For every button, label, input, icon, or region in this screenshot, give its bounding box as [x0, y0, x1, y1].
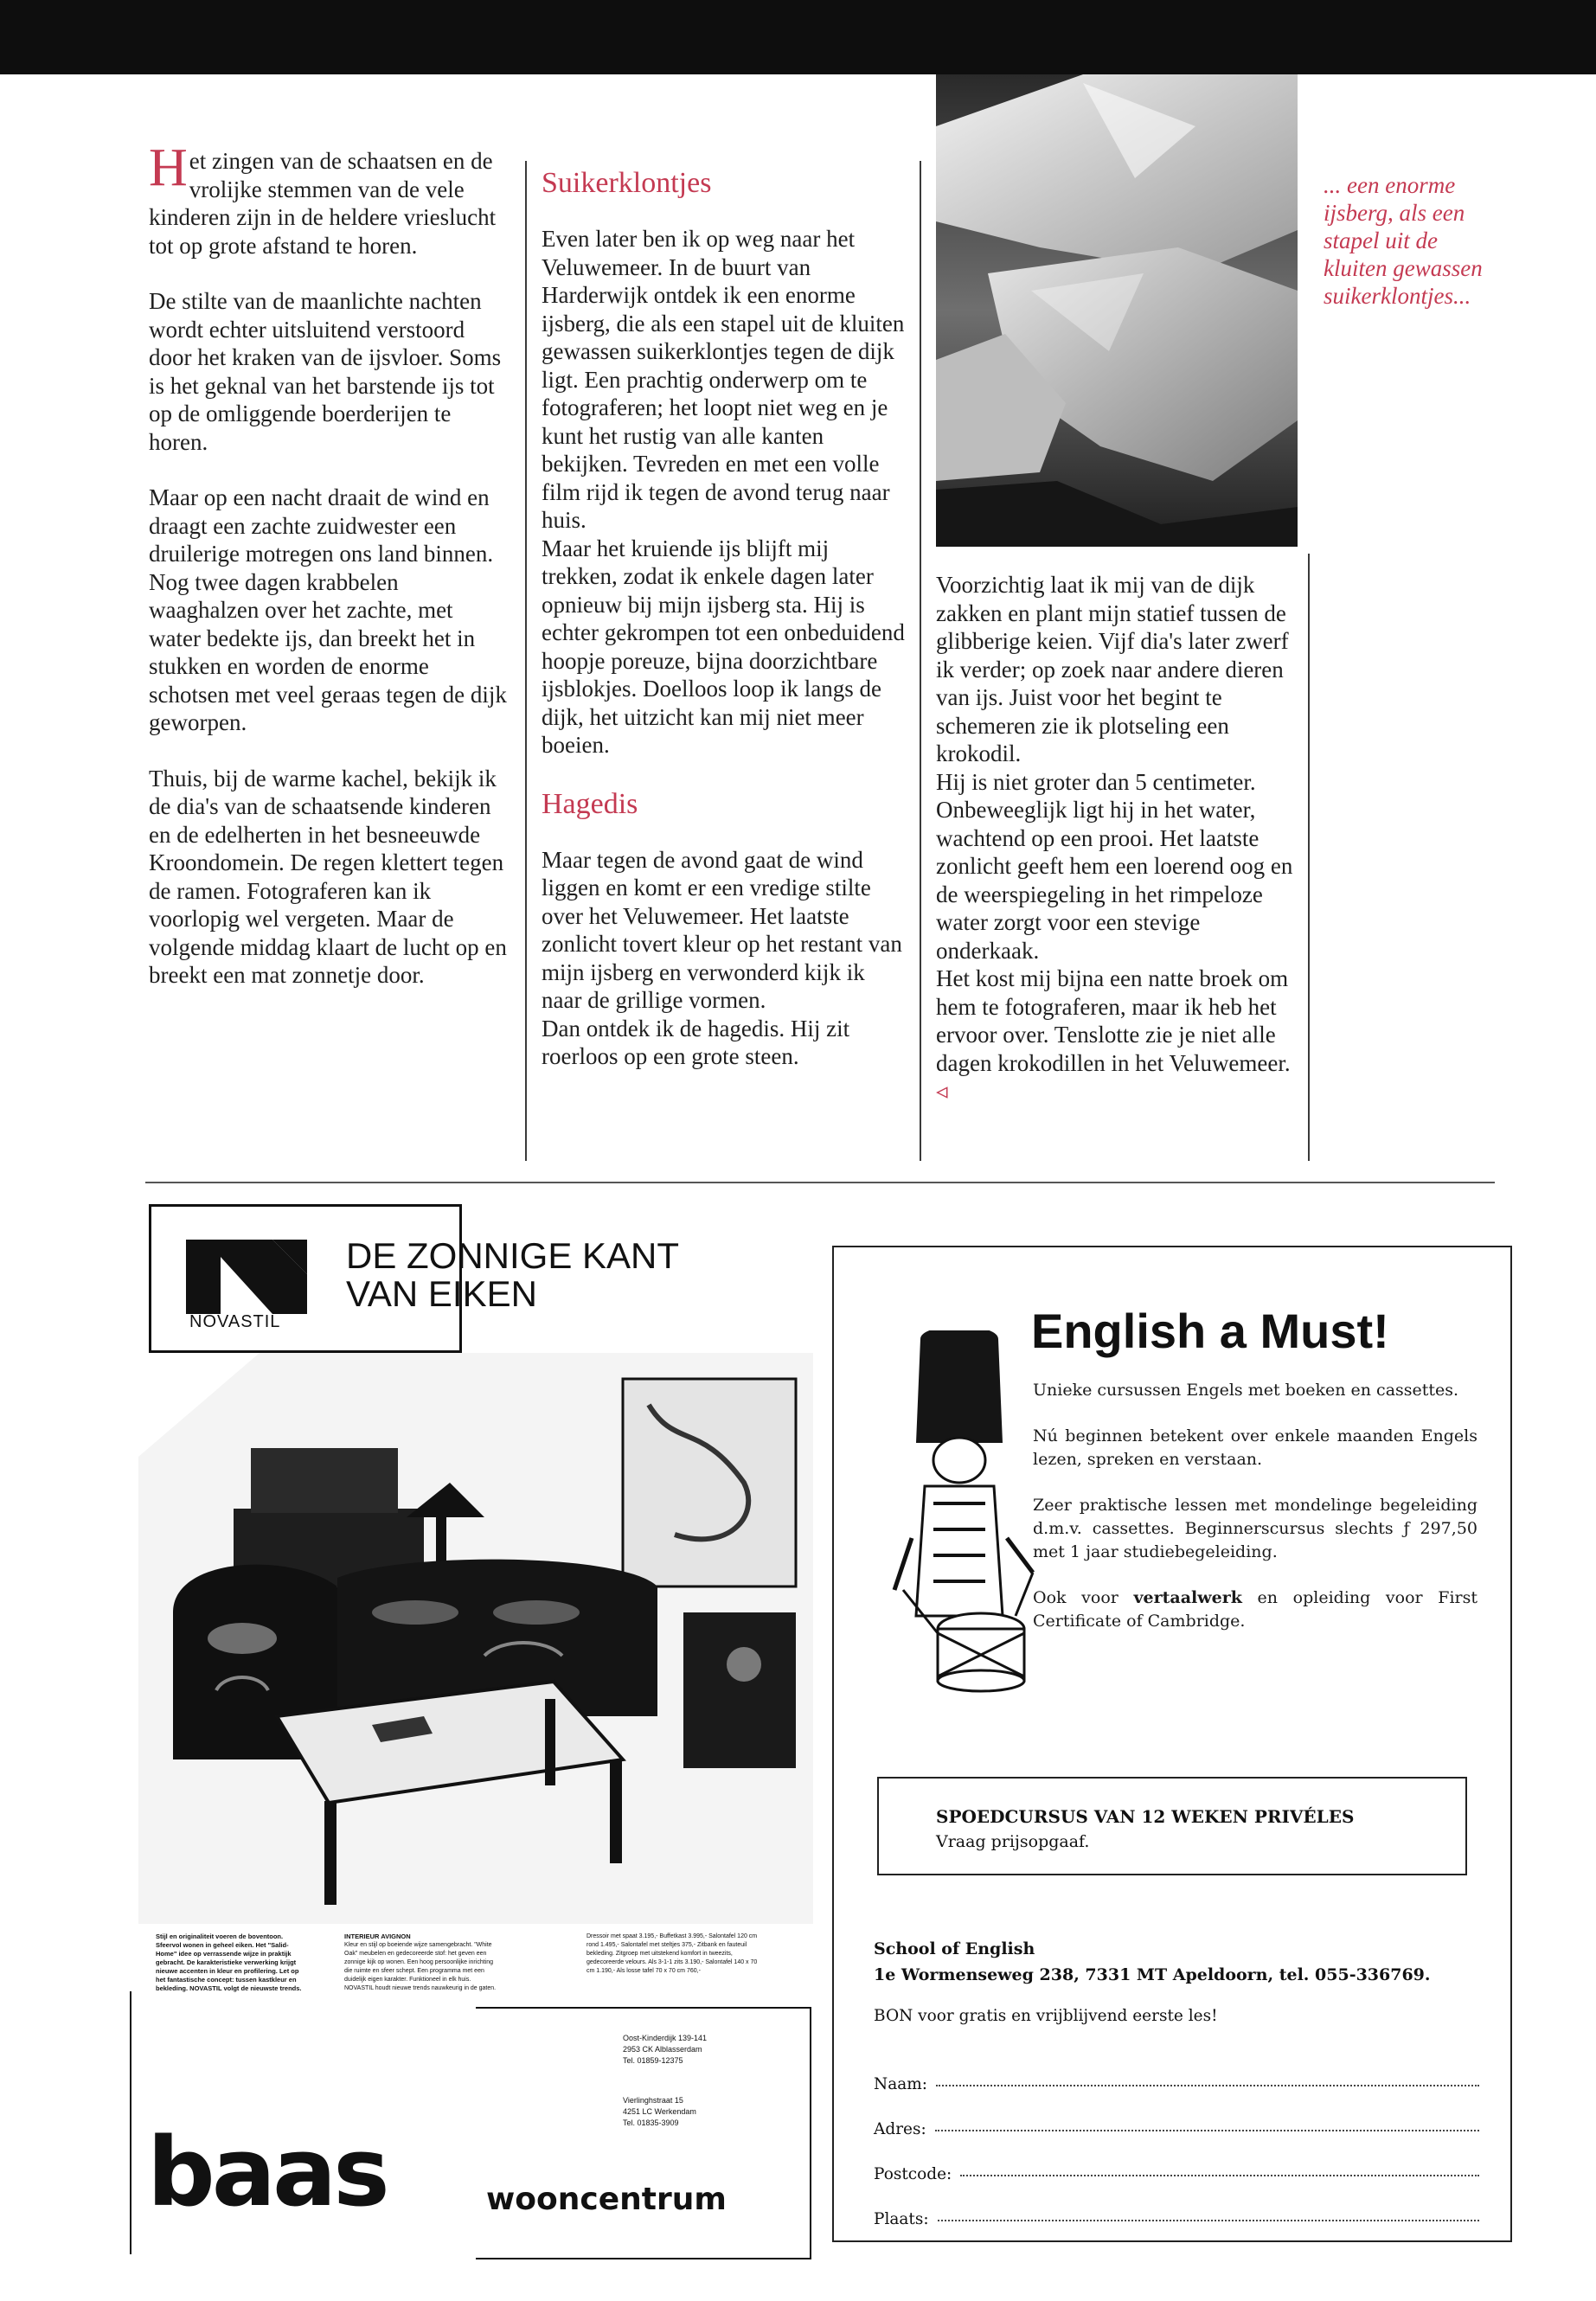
address-alblasserdam: Oost-Kinderdijk 139-141 2953 CK Alblasserdam Tel. 01859-12375 [623, 2034, 708, 2065]
section-heading-suikerklontjes: Suikerklontjes [542, 167, 712, 199]
article-column-2 [542, 166, 905, 1071]
spoedcursus-subtitle: Vraag prijsopgaaf. [936, 1832, 1090, 1851]
ad-body [1033, 1379, 1477, 1656]
brand-name: NOVASTIL [189, 1312, 281, 1331]
ad-title: English a Must! [1031, 1304, 1389, 1358]
article-paragraph: Voorzichtig laat ik mij van de dijk zakken en plant mijn statief tussen de glibberige keien. Vijf dia's later zwerf ik verder; op zoek naar andere dieren van ijs. Juist voor het begint te schemeren zie ik plotseling een krokodil. [936, 572, 1289, 766]
novastil-mark-icon [186, 1240, 307, 1314]
coupon-heading: BON voor gratis en vrijblijvend eerste les! [874, 2007, 1218, 2025]
coupon-form [874, 2048, 1479, 2228]
wooncentrum-label: wooncentrum [486, 2182, 727, 2217]
ad-paragraph: Unieke cursussen Engels met boeken en cassettes. [1033, 1381, 1459, 1400]
column-divider [525, 161, 527, 1161]
ad-paragraph: Zeer praktische lessen met mondelinge begeleiding d.m.v. cassettes. Beginnerscursus slechts ƒ 297,50 met 1 jaar studiebegeleiding. [1033, 1496, 1477, 1561]
coupon-field-name[interactable]: Naam: [874, 2048, 1479, 2093]
ad-caption-prices: Dressoir met spaat 3.195,- Buffetkast 3.995,- Salontafel 120 cm rond 1.495,- Salontafel met steltjes 375,- Zitbank en fauteuil bekleding. Zitgroep met uitstekend komfort in tweezits, gedecoreerde velours. Als 3-1-1 zits 3.190,- Salontafel 140 x 70 cm 1.190,- Als losse tafel 70 x 70 cm 760,- [586, 1933, 758, 1974]
drop-cap: H [149, 138, 188, 197]
section-divider [145, 1182, 1495, 1183]
article-paragraph: Hij is niet groter dan 5 centimeter. Onbeweeglijk ligt hij in het water, wachtend op een prooi. Het laatste zonlicht geeft hem een loerend oog en de weerspiegeling in het rimpeloze water zorgt voor een stevige onderkaak. [936, 768, 1293, 964]
ad-paragraph: Ook voor vertaalwerk en opleiding voor First Certificate of Cambridge. [1033, 1588, 1477, 1631]
ice-photo-image [936, 74, 1298, 547]
living-room-illustration [138, 1353, 813, 1924]
pull-quote: ... een enorme ijsberg, als een stapel uit de kluiten gewassen suikerklontjes... [1324, 172, 1483, 309]
end-of-article-mark: ◃ [936, 1078, 948, 1104]
advertisement-baas [130, 1204, 813, 2266]
address-werkendam: Vierlinghstraat 15 4251 LC Werkendam Tel. 01835-3909 [623, 2096, 696, 2127]
ad-caption-intro: Stijl en originaliteit voeren de boventoon. Sfeervol wonen in geheel eiken. Het "Salid-Home" idee op verrassende wijze in praktijk gebracht. De karakteristieke verwerking krijgt nieuwe accenten in kleur en profilering. Let op het fantastische concept: tussen kastkleur en bekleding. NOVASTIL volgt de nieuwste trends. [156, 1932, 302, 1992]
ad-headline: DE ZONNIGE KANT VAN EIKEN [346, 1235, 680, 1314]
coupon-field-postcode[interactable]: Postcode: [874, 2138, 1479, 2183]
drummer-guard-illustration [886, 1330, 1042, 1694]
coupon-field-address[interactable]: Adres: [874, 2093, 1479, 2138]
article-paragraph: Maar op een nacht draait de wind en draagt een zachte zuidwester een druilerige motregen ons land binnen. Nog twee dagen krabbelen waaghalzen over het zachte, met water bedekte ijs, dan breekt het in stukken en worden de enorme schotsen met veel geraas tegen de dijk geworpen. [149, 484, 507, 735]
school-contact: School of English 1e Wormenseweg 238, 7331 MT Apeldoorn, tel. 055-336769. [874, 1939, 1431, 1984]
article-paragraph: Maar tegen de avond gaat de wind liggen en komt er een vredige stilte over het Veluwemeer. Het laatste zonlicht tovert kleur op het restant van mijn ijsberg en verwonderd kijk ik naar de grillige vormen. [542, 846, 902, 1013]
top-black-band [0, 0, 1596, 74]
article-paragraph: Even later ben ik op weg naar het Veluwemeer. In de buurt van Harderwijk ontdek ik een enorme ijsberg, die als een stapel uit de kluiten gewassen suikerklontjes tegen de dijk ligt. Een prachtig onderwerp om te fotograferen; het loopt niet weg en je kunt het rustig van alle kanten bekijken. Tevreden en met een volle film rijd ik tegen de avond terug naar huis. [542, 226, 905, 533]
ad-paragraph: Nú beginnen betekent over enkele maanden Engels lezen, spreken en verstaan. [1033, 1426, 1477, 1469]
article-paragraph: Thuis, bij de warme kachel, bekijk ik de dia's van de schaatsende kinderen en de edelherten in het besneeuwde Kroondomein. De regen klettert tegen de ramen. Fotograferen kan ik voorlopig wel vergeten. Maar de volgende middag klaart de lucht op en breekt een mat zonnetje door. [149, 765, 507, 988]
article-paragraph: Maar het kruiende ijs blijft mij trekken, zodat ik enkele dagen later opnieuw bij mijn ijsberg sta. Hij is echter gekrompen tot een onbeduidend hoopje poreuze, bijna doorzichtbare ijsblokjes. Doelloos loop ik langs de dijk, het uitzicht kan mij niet meer boeien. [542, 535, 905, 758]
article-column-1 [149, 138, 510, 990]
ice-photo [936, 74, 1298, 547]
ad-caption-interieur: INTERIEUR AVIGNON Kleur en stijl op boeiende wijze samengebracht. "White Oak" meubelen en gedecoreerde stof: het geven een zonnige kijk op wonen. Een hoog persoonlijke inrichting die ruimte en sfeer schept. Een programma met een duidelijk eigen karakter. Funktioneel in elk huis. NOVASTIL houdt nieuwe trends nauwkeurig in de gaten. [344, 1932, 497, 1991]
advertisement-english [832, 1246, 1512, 2242]
article-paragraph: Het kost mij bijna een natte broek om hem te fotograferen, maar ik heb het ervoor over. Tenslotte zie je niet alle dagen krokodillen in het Veluwemeer. ◃ [936, 965, 1291, 1104]
article-column-3 [936, 571, 1298, 1106]
article-paragraph: Het zingen van de schaatsen en de vrolijke stemmen van de vele kinderen zijn in de heldere vrieslucht tot op grote afstand te horen. [149, 138, 497, 259]
column-divider [920, 161, 921, 1161]
spoedcursus-title: SPOEDCURSUS VAN 12 WEKEN PRIVÉLES [936, 1806, 1355, 1827]
column-divider [1308, 554, 1310, 1161]
coupon-field-place[interactable]: Plaats: [874, 2183, 1479, 2228]
spoedcursus-box [877, 1777, 1467, 1875]
baas-logo: baas [147, 2117, 387, 2227]
frame-line [130, 1991, 131, 2254]
article-paragraph: De stilte van de maanlichte nachten wordt echter uitsluitend verstoord door het kraken van de ijsvloer. Soms is het geknal van het barstende ijs tot op de omliggende boerderijen te horen. [149, 288, 502, 455]
article-paragraph: Dan ontdek ik de hagedis. Hij zit roerloos op een grote steen. [542, 1015, 850, 1069]
address-box [476, 2007, 811, 2259]
section-heading-hagedis: Hagedis [542, 787, 638, 820]
